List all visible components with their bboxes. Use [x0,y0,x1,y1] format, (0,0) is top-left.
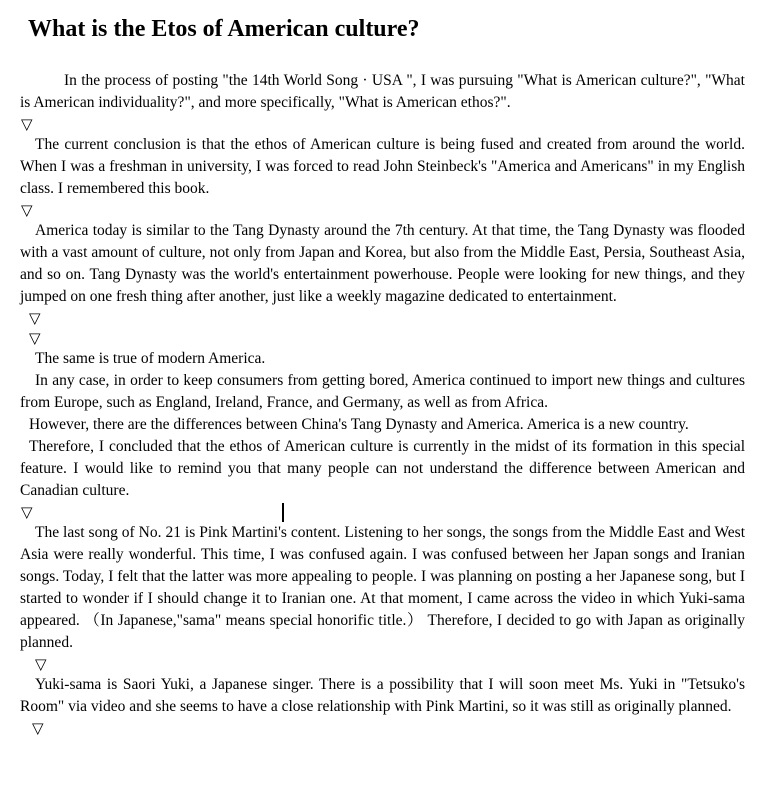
section-break-marker[interactable] [20,502,745,522]
paragraph[interactable]: The same is true of modern America. [35,350,266,367]
paragraph[interactable]: In the process of posting "the 14th World Song · USA ", I was pursuing "What is American culture?", "What is American individuality?", and more specifically, "What is American ethos?". [20,72,745,111]
section-break-marker[interactable] [20,308,745,328]
text-editor-area[interactable] [0,70,768,738]
text-cursor [282,503,284,522]
paragraph[interactable]: The current conclusion is that the ethos of American culture is being fused and created from around the world. When I was a freshman in university, I was forced to read John Steinbeck's "America and Americans" in my English class. I remembered this book. [20,136,745,197]
section-break-marker[interactable] [20,200,745,220]
triangle-down-icon: ▽ [29,309,41,327]
paragraph[interactable]: The last song of No. 21 is Pink Martini's content. Listening to her songs, the songs from the Middle East and West Asia were really wonderful. This time, I was confused again. I was confused between her Japan songs and Iranian songs. Today, I felt that the latter was more appealing to people. I was planning on posting a her Japanese song, but I started to wonder if I should change it to Iranian one. At that moment, I came across the video in which Yuki-sama appeared. （In Japanese,"sama" means special honorific title.） Therefore, I decided to go with Japan as originally planned. [20,524,745,651]
triangle-down-icon: ▽ [21,201,33,219]
section-break-marker[interactable] [20,114,745,134]
paragraph[interactable]: Therefore, I concluded that the ethos of American culture is currently in the midst of its formation in this special feature. I would like to remind you that many people can not understand the difference between American and Canadian culture. [20,438,745,499]
triangle-down-icon: ▽ [21,503,33,521]
paragraph[interactable]: America today is similar to the Tang Dynasty around the 7th century. At that time, the Tang Dynasty was flooded with a vast amount of culture, not only from Japan and Korea, but also from the Middle East, Persia, Southeast Asia, and so on. Tang Dynasty was the world's entertainment powerhouse. People were looking for new things, and they jumped on one fresh thing after another, just like a weekly magazine dedicated to entertainment. [20,222,745,305]
paragraph[interactable]: However, there are the differences between China's Tang Dynasty and America. America is a new country. [29,416,689,433]
triangle-down-icon: ▽ [21,115,33,133]
section-break-marker[interactable] [20,654,745,674]
section-break-marker[interactable] [20,328,745,348]
triangle-down-icon: ▽ [35,655,47,673]
paragraph[interactable]: Yuki-sama is Saori Yuki, a Japanese singer. There is a possibility that I will soon meet Ms. Yuki in "Tetsuko's Room" via video and she seems to have a close relationship with Pink Martini, so it was still as originally planned. [20,676,745,715]
section-break-marker[interactable] [20,718,745,738]
triangle-down-icon: ▽ [29,329,41,347]
paragraph[interactable]: In any case, in order to keep consumers from getting bored, America continued to import new things and cultures from Europe, such as England, Ireland, France, and Germany, as well as from Africa. [20,372,745,411]
triangle-down-icon: ▽ [32,719,44,737]
page-title: What is the Etos of American culture? [28,16,420,42]
